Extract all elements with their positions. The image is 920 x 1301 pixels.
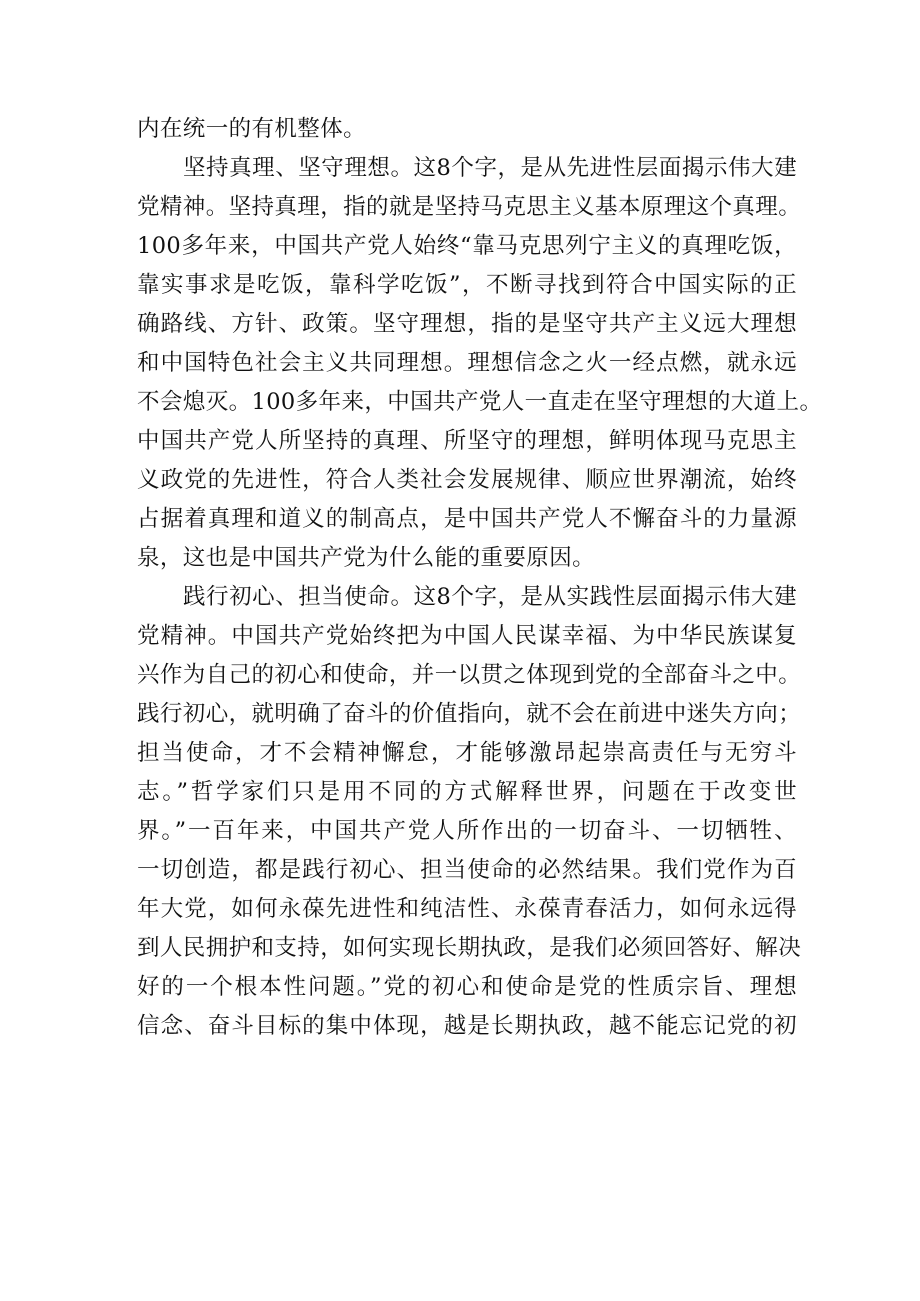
text-line: 践行初心，就明确了奋斗的价值指向，就不会在前进中迷失方向； bbox=[137, 701, 802, 727]
text-line: 靠实事求是吃饭，靠科学吃饭”，不断寻找到符合中国实际的正 bbox=[137, 272, 797, 298]
text-line: 兴作为自己的初心和使命，并一以贯之体现到党的全部奋斗之中。 bbox=[137, 662, 802, 688]
paragraph-first-line: 坚持真理、坚守理想。这8个字，是从先进性层面揭示伟大建 bbox=[183, 155, 797, 181]
text-line: 占据着真理和道义的制高点，是中国共产党人不懈奋斗的力量源 bbox=[137, 506, 797, 532]
text-line: 义政党的先进性，符合人类社会发展规律、顺应世界潮流，始终 bbox=[137, 467, 797, 493]
text-line: 党精神。中国共产党始终把为中国人民谋幸福、为中华民族谋复 bbox=[137, 623, 797, 649]
text-line: 党精神。坚持真理，指的就是坚持马克思主义基本原理这个真理。 bbox=[137, 194, 802, 220]
document-body bbox=[137, 110, 823, 1046]
text-line: 信念、奋斗目标的集中体现，越是长期执政，越不能忘记党的初 bbox=[137, 1013, 797, 1039]
text-line: 到人民拥护和支持，如何实现长期执政，是我们必须回答好、解决 bbox=[137, 935, 802, 961]
text-line: 志。”哲学家们只是用不同的方式解释世界，问题在于改变世 bbox=[137, 779, 797, 805]
text-line: 中国共产党人所坚持的真理、所坚守的理想，鲜明体现马克思主 bbox=[137, 428, 797, 454]
text-line: 好的一个根本性问题。”党的初心和使命是党的性质宗旨、理想 bbox=[137, 974, 797, 1000]
text-line: 内在统一的有机整体。 bbox=[137, 116, 367, 142]
paragraph-first-line: 践行初心、担当使命。这8个字，是从实践性层面揭示伟大建 bbox=[183, 584, 797, 610]
text-line: 不会熄灭。100多年来，中国共产党人一直走在坚守理想的大道上。 bbox=[137, 389, 823, 415]
text-line: 100多年来，中国共产党人始终“靠马克思列宁主义的真理吃饭， bbox=[137, 233, 797, 259]
text-line: 年大党，如何永葆先进性和纯洁性、永葆青春活力，如何永远得 bbox=[137, 896, 797, 922]
text-line: 确路线、方针、政策。坚守理想，指的是坚守共产主义远大理想 bbox=[137, 311, 797, 337]
text-line: 和中国特色社会主义共同理想。理想信念之火一经点燃，就永远 bbox=[137, 350, 797, 376]
text-line: 一切创造，都是践行初心、担当使命的必然结果。我们党作为百 bbox=[137, 857, 797, 883]
text-line: 界。”一百年来，中国共产党人所作出的一切奋斗、一切牺牲、 bbox=[137, 818, 797, 844]
text-line: 泉，这也是中国共产党为什么能的重要原因。 bbox=[137, 545, 596, 571]
text-line: 担当使命，才不会精神懈怠，才能够激昂起崇高责任与无穷斗 bbox=[137, 740, 797, 766]
